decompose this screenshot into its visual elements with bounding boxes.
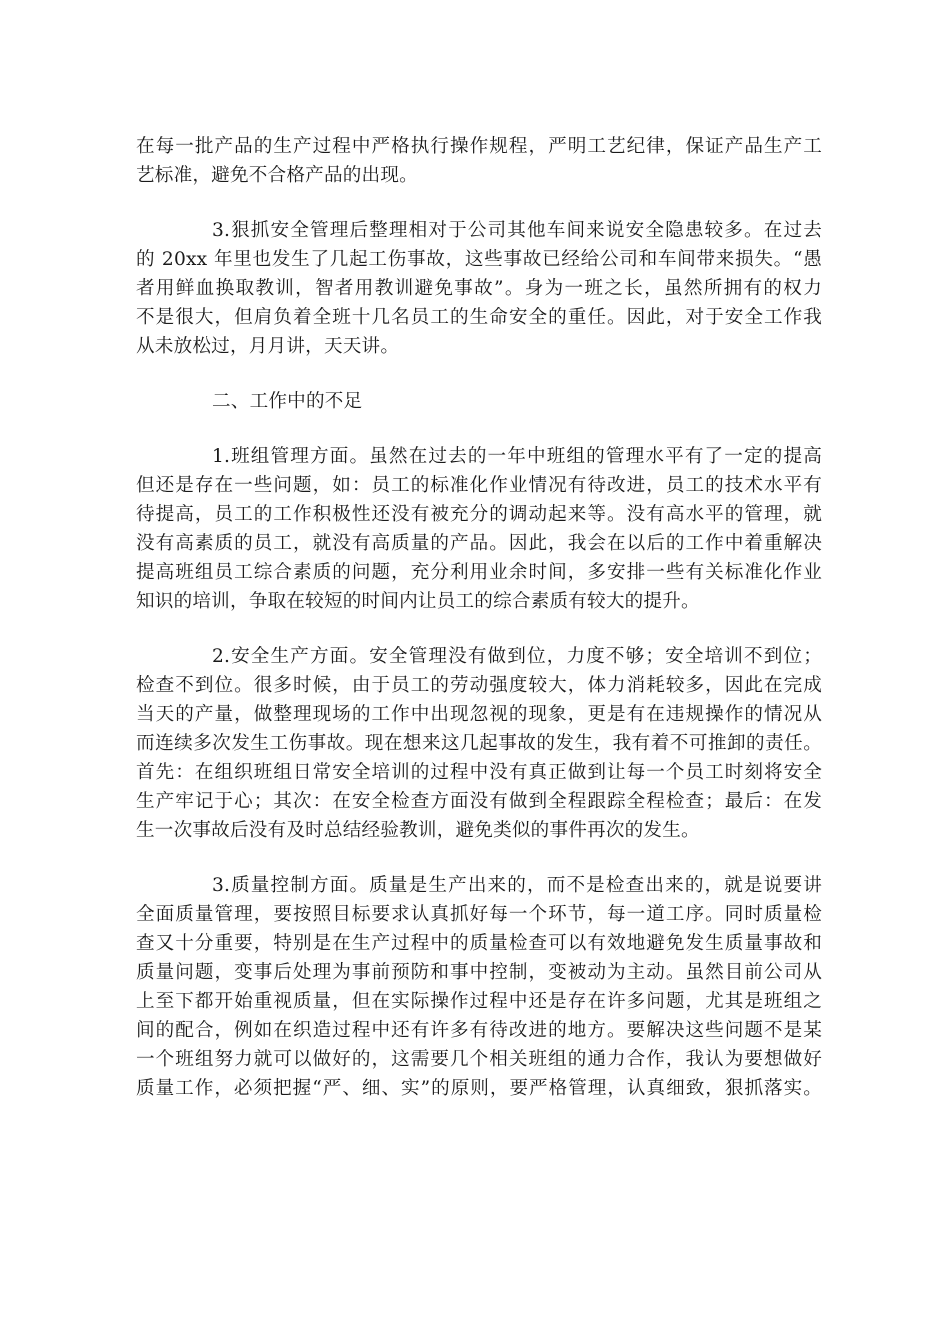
text-line: 质量问题，变事后处理为事前预防和事中控制，变被动为主动。虽然目前公司从: [136, 962, 822, 983]
text-line: 艺标准，避免不合格产品的出现。: [136, 165, 418, 186]
text-line: 提高班组员工综合素质的问题，充分利用业余时间，多安排一些有关标准化作业: [136, 562, 822, 583]
text-line: 3.狠抓安全管理后整理相对于公司其他车间来说安全隐患较多。在过去: [212, 220, 822, 241]
text-line: 全面质量管理，要按照目标要求认真抓好每一个环节，每一道工序。同时质量检: [136, 904, 822, 925]
text-line: 1.班组管理方面。虽然在过去的一年中班组的管理水平有了一定的提高: [212, 446, 822, 467]
text-line: 一个班组努力就可以做好的，这需要几个相关班组的通力合作，我认为要想做好: [136, 1049, 822, 1070]
text-line: 者用鲜血换取教训，智者用教训避免事故”。身为一班之长，虽然所拥有的权力: [136, 278, 822, 299]
text-line: 的 20xx 年里也发生了几起工伤事故，这些事故已经给公司和车间带来损失。“愚: [136, 249, 822, 270]
text-line: 生一次事故后没有及时总结经验教训，避免类似的事件再次的发生。: [136, 820, 700, 841]
text-line: 而连续多次发生工伤事故。现在想来这几起事故的发生，我有着不可推卸的责任。: [136, 733, 822, 754]
section-heading-shortcomings: [136, 387, 822, 416]
text-line: 当天的产量，做整理现场的工作中出现忽视的现象，更是有在违规操作的情况从: [136, 704, 822, 725]
text-line: 2.安全生产方面。安全管理没有做到位，力度不够；安全培训不到位；: [212, 646, 822, 667]
text-line: 上至下都开始重视质量，但在实际操作过程中还是存在许多问题，尤其是班组之: [136, 991, 822, 1012]
text-line: 知识的培训，争取在较短的时间内让员工的综合素质有较大的提升。: [136, 591, 700, 612]
paragraph-safety-management: [136, 216, 822, 361]
document-page: [136, 132, 822, 1103]
text-line: 没有高素质的员工，就没有高质量的产品。因此，我会在以后的工作中着重解决: [136, 533, 822, 554]
text-line: 不是很大，但肩负着全班十几名员工的生命安全的重任。因此，对于安全工作我: [136, 307, 822, 328]
paragraph-production-standards: [136, 132, 822, 190]
text-line: 首先：在组织班组日常安全培训的过程中没有真正做到让每一个员工时刻将安全: [136, 762, 822, 783]
paragraph-safety-production: [136, 642, 822, 845]
paragraph-team-management: [136, 442, 822, 616]
text-line: 查又十分重要，特别是在生产过程中的质量检查可以有效地避免发生质量事故和: [136, 933, 822, 954]
text-line: 3.质量控制方面。质量是生产出来的，而不是检查出来的，就是说要讲: [212, 875, 822, 896]
text-line: 在每一批产品的生产过程中严格执行操作规程，严明工艺纪律，保证产品生产工: [136, 136, 822, 157]
text-line: 生产牢记于心；其次：在安全检查方面没有做到全程跟踪全程检查；最后：在发: [136, 791, 822, 812]
text-line: 但还是存在一些问题，如：员工的标准化作业情况有待改进，员工的技术水平有: [136, 475, 822, 496]
paragraph-quality-control: [136, 871, 822, 1103]
section-heading: 二、工作中的不足: [212, 391, 363, 412]
text-line: 从未放松过，月月讲，天天讲。: [136, 336, 400, 357]
text-line: 间的配合，例如在织造过程中还有许多有待改进的地方。要解决这些问题不是某: [136, 1020, 822, 1041]
text-line: 质量工作，必须把握“严、细、实”的原则，要严格管理，认真细致，狠抓落实。: [136, 1078, 822, 1099]
text-line: 检查不到位。很多时候，由于员工的劳动强度较大，体力消耗较多，因此在完成: [136, 675, 822, 696]
text-line: 待提高，员工的工作积极性还没有被充分的调动起来等。没有高水平的管理，就: [136, 504, 822, 525]
